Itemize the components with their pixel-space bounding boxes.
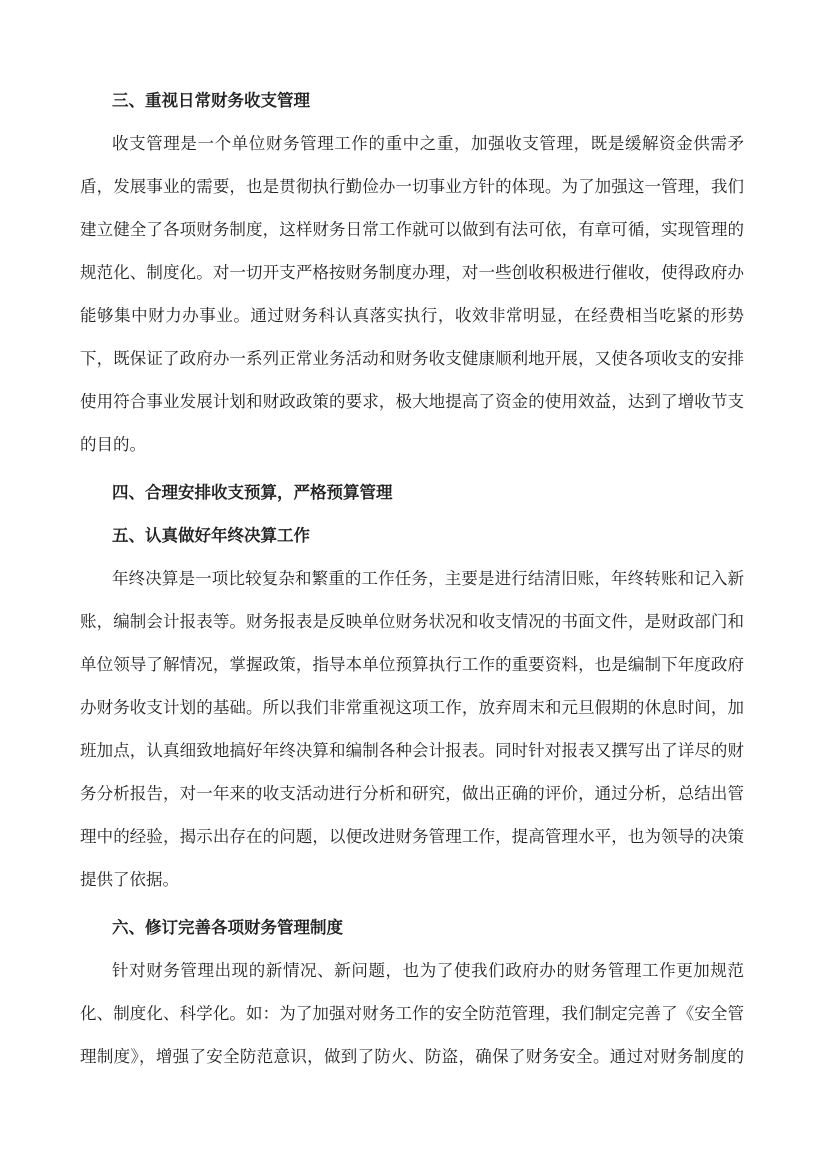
paragraph-line: 单位领导了解情况，掌握政策，指导本单位预算执行工作的重要资料，也是编制下年度政府: [80, 655, 744, 674]
paragraph-line: 务分析报告，对一年来的收支活动进行分析和研究，做出正确的评价，通过分析，总结出管: [80, 784, 744, 803]
paragraph-line: 能够集中财力办事业。通过财务科认真落实执行，收效非常明显，在经费相当吃紧的形势: [80, 306, 744, 325]
paragraph-line: 盾，发展事业的需要，也是贯彻执行勤俭办一切事业方针的体现。为了加强这一管理，我们: [80, 177, 744, 196]
section-heading: 三、重视日常财务收支管理: [112, 91, 310, 110]
paragraph-line: 针对财务管理出现的新情况、新问题，也为了使我们政府办的财务管理工作更加规范: [112, 961, 744, 980]
paragraph-line: 下，既保证了政府办一系列正常业务活动和财务收支健康顺利地开展，又使各项收支的安排: [80, 349, 744, 368]
paragraph-line: 使用符合事业发展计划和财政政策的要求，极大地提高了资金的使用效益，达到了增收节支: [80, 392, 744, 411]
paragraph-line: 收支管理是一个单位财务管理工作的重中之重，加强收支管理，既是缓解资金供需矛: [112, 134, 744, 153]
section-heading: 五、认真做好年终决算工作: [112, 526, 310, 545]
paragraph-line: 理制度》，增强了安全防范意识，做到了防火、防盗，确保了财务安全。通过对财务制度的: [80, 1047, 744, 1066]
section-heading: 四、合理安排收支预算，严格预算管理: [112, 483, 393, 502]
paragraph-line: 办财务收支计划的基础。所以我们非常重视这项工作，放弃周末和元旦假期的休息时间，加: [80, 698, 744, 717]
paragraph-line: 化、制度化、科学化。如：为了加强对财务工作的安全防范管理，我们制定完善了《安全管: [80, 1004, 744, 1023]
section-heading: 六、修订完善各项财务管理制度: [112, 918, 343, 937]
paragraph-line: 的目的。: [80, 435, 146, 454]
paragraph-line: 提供了依据。: [80, 870, 179, 889]
paragraph-line: 规范化、制度化。对一切开支严格按财务制度办理，对一些创收积极进行催收，使得政府办: [80, 263, 744, 282]
paragraph-line: 建立健全了各项财务制度，这样财务日常工作就可以做到有法可依，有章可循，实现管理的: [80, 220, 744, 239]
paragraph-line: 账，编制会计报表等。财务报表是反映单位财务状况和收支情况的书面文件，是财政部门和: [80, 612, 744, 631]
paragraph-line: 班加点，认真细致地搞好年终决算和编制各种会计报表。同时针对报表又撰写出了详尽的财: [80, 741, 744, 760]
paragraph-line: 年终决算是一项比较复杂和繁重的工作任务，主要是进行结清旧账，年终转账和记入新: [112, 569, 744, 588]
paragraph-line: 理中的经验，揭示出存在的问题，以便改进财务管理工作，提高管理水平，也为领导的决策: [80, 827, 744, 846]
